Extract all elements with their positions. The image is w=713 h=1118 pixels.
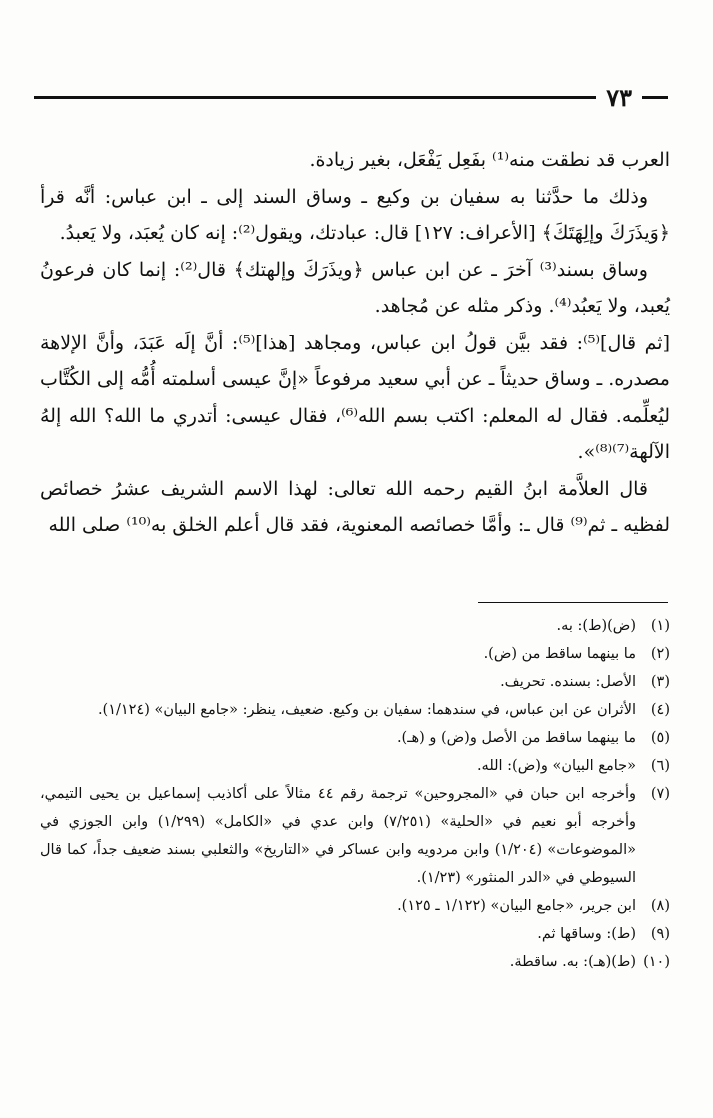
footnote-number: (٦)	[650, 758, 670, 774]
footnote-item	[40, 612, 670, 640]
footnote-number: (١٠)	[643, 954, 670, 970]
footnote-text: (ض)(ط): به.	[556, 618, 636, 634]
footnote-text: ما بينهما ساقط من (ض).	[483, 646, 636, 662]
paragraph: وذلك ما حدَّثنا به سفيان بن وكيع ـ وساق السند إلى ـ ابن عباس: أنَّه قرأ ﴿وَيذَرَكَ وإلِهَتَكَ﴾ [الأعراف: ١٢٧] قال: عبادتك، ويقول⁽²⁾: إنه كان يُعبَد، ولا يَعبدُ.	[40, 185, 670, 244]
footnote-number: (٨)	[650, 898, 670, 914]
footnote-item	[40, 724, 670, 752]
footnotes-list	[40, 612, 670, 976]
page-number: ٧٣	[606, 82, 632, 112]
footnote-item	[40, 640, 670, 668]
footnote-text: ما بينهما ساقط من الأصل و(ض) و (هـ).	[396, 730, 636, 746]
header-rule	[34, 96, 596, 99]
footnote-item	[40, 892, 670, 920]
footnote-item	[40, 668, 670, 696]
paragraph: قال العلاَّمة ابنُ القيم رحمه الله تعالى: لهذا الاسم الشريف عشرُ خصائص لفظيه ـ ثم⁽⁹⁾ قال ـ: وأمَّا خصائصه المعنوية، فقد قال أعلم الخلق به⁽¹⁰⁾ صلى الله	[40, 477, 670, 536]
footnote-item	[40, 780, 670, 892]
footnote-number: (٣)	[650, 674, 670, 690]
header-rule-short	[642, 96, 668, 99]
footnote-item	[40, 948, 670, 976]
paragraph: العرب قد نطقت منه⁽¹⁾ بفَعِل يَفْعَل، بغير زيادة.	[309, 149, 670, 171]
footnote-text: (ط)(هـ): به. ساقطة.	[509, 954, 636, 970]
footnote-number: (١)	[650, 618, 670, 634]
paragraph: [ثم قال]⁽⁵⁾: فقد بيَّن قولُ ابن عباس، ومجاهد [هذا]⁽⁵⁾: أنَّ إلَه عَبَدَ، وأنَّ الإلاهة مصدره. ـ وساق حديثاً ـ عن أبي سعيد مرفوعاً «إنَّ عيسى أسلمته أُمُّه إلى الكُتَّاب ليُعلِّمه. فقال له المعلم: اكتب بسم الله⁽⁶⁾، فقال عيسى: أتدري ما الله؟ الله إلهُ الآلهة⁽⁷⁾⁽⁸⁾».	[40, 331, 671, 463]
footnote-item	[40, 696, 670, 724]
paragraph: وساق بسند⁽³⁾ آخرَ ـ عن ابن عباس ﴿ويذَرَكَ وإلهتك﴾ قال⁽²⁾: إنما كان فرعونُ يُعبد، ولا يَعبُد⁽⁴⁾. وذكر مثله عن مُجاهد.	[40, 258, 670, 317]
main-text	[40, 142, 670, 544]
footnote-number: (٥)	[650, 730, 670, 746]
footnote-number: (٤)	[650, 702, 670, 718]
footnote-item	[40, 920, 670, 948]
footnote-number: (٢)	[650, 646, 670, 662]
footnote-text: ابن جرير، «جامع البيان» (١/١٢٢ ـ ١٢٥).	[397, 898, 636, 914]
footnote-text: وأخرجه ابن حبان في «المجروحين» ترجمة رقم ٤٤ مثالاً على أكاذيب إسماعيل بن يحيى التيمي، وأخرجه أبو نعيم في «الحلية» (٧/٢٥١) وابن عدي في «الكامل» (١/٢٩٩) وابن الجوزي في «الموضوعات» (١/٢٠٤) وابن مردويه وابن عساكر في «التاريخ» والثعلبي بسند ضعيف جداً، كما قال السيوطي في «الدر المنثور» (١/٢٣).	[40, 786, 636, 886]
footnote-separator	[478, 602, 668, 603]
page-header	[34, 82, 668, 112]
footnote-item	[40, 752, 670, 780]
footnote-text: (ط): وساقها ثم.	[537, 926, 636, 942]
footnote-number: (٩)	[650, 926, 670, 942]
footnote-number: (٧)	[650, 786, 670, 802]
footnote-text: الأثران عن ابن عباس، في سندهما: سفيان بن وكيع. ضعيف، ينظر: «جامع البيان» (١/١٢٤).	[97, 702, 636, 718]
footnote-text: الأصل: بسنده. تحريف.	[500, 674, 636, 690]
footnote-text: «جامع البيان» و(ض): الله.	[476, 758, 636, 774]
